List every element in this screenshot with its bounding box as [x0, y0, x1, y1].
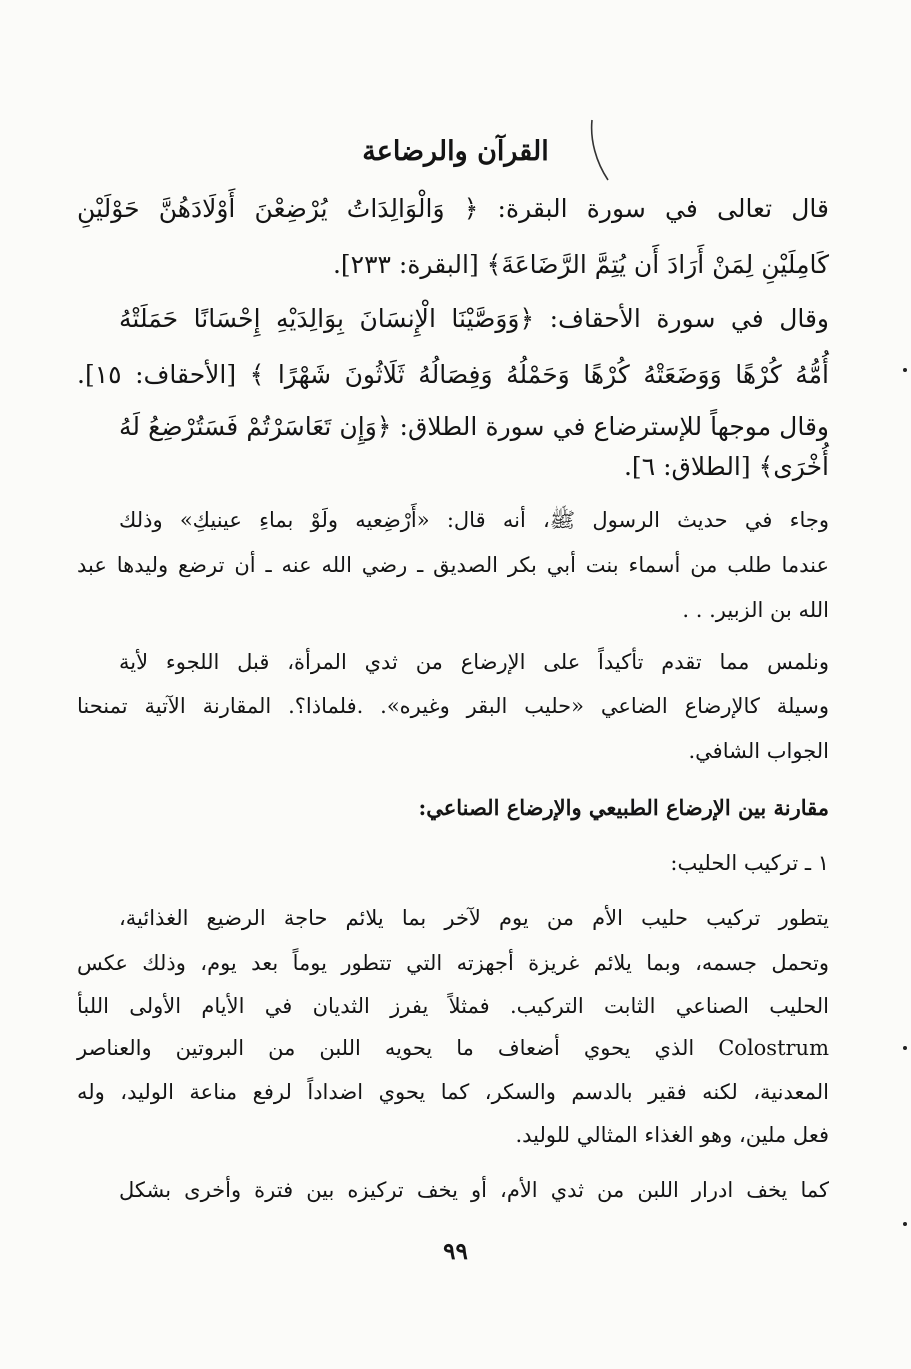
paragraph-line: ونلمس مما تقدم تأكيداً على الإرضاع من ثدي المرأة، قبل اللجوء لأية [119, 650, 829, 674]
scan-speck [903, 1222, 907, 1226]
paragraph-line: عندما طلب من أسماء بنت أبي بكر الصديق ـ رضي الله عنه ـ أن ترضع وليدها عبد [77, 553, 829, 577]
scan-speck [903, 368, 907, 372]
quran-verse-line: وقال في سورة الأحقاف: ﴿وَوَصَّيْنَا الْإِنسَانَ بِوَالِدَيْهِ إِحْسَانًا حَمَلَتْهُ [119, 304, 829, 333]
quran-verse-line: كَامِلَيْنِ لِمَنْ أَرَادَ أَن يُتِمَّ الرَّضَاعَةَ﴾ [البقرة: ٢٣٣]. [332, 250, 829, 279]
paragraph-line: المعدنية، لكنه فقير بالدسم والسكر، كما يحوي اضداداً لرفع مناعة الوليد، وله [77, 1080, 829, 1104]
quran-verse-line: وقال موجهاً للإسترضاع في سورة الطلاق: ﴿وَإِن تَعَاسَرْتُمْ فَسَتُرْضِعُ لَهُ [119, 412, 829, 441]
paragraph-line: وجاء في حديث الرسول ﷺ، أنه قال: «أَرْضِعيه ولَوْ بماءِ عينيكِ» وذلك [119, 508, 829, 532]
paragraph-line: كما يخف ادرار اللبن من ثدي الأم، أو يخف تركيزه بين فترة وأخرى بشكل [119, 1178, 829, 1202]
subsection-heading: ١ ـ تركيب الحليب: [670, 851, 829, 875]
page-number: ٩٩ [443, 1238, 468, 1265]
paragraph-line: الحليب الصناعي الثابت التركيب. فمثلاً يفرز الثديان في الأيام الأولى اللبأ [77, 994, 829, 1018]
section-heading: مقارنة بين الإرضاع الطبيعي والإرضاع الصناعي: [418, 795, 829, 820]
quran-verse-line: قال تعالى في سورة البقرة: ﴿ وَالْوَالِدَاتُ يُرْضِعْنَ أَوْلَادَهُنَّ حَوْلَيْنِ [77, 194, 829, 223]
paragraph-line: فعل ملين، وهو الغذاء المثالي للوليد. [515, 1123, 829, 1147]
page-title: القرآن والرضاعة [362, 136, 549, 167]
paragraph-line: وتحمل جسمه، وبما يلائم غريزة أجهزته التي تتطور يوماً بعد يوم، وذلك عكس [77, 951, 829, 975]
quran-verse-line: أُخْرَى﴾ [الطلاق: ٦]. [623, 452, 829, 481]
scan-speck [903, 1046, 907, 1050]
paragraph-line: Colostrum الذي يحوي أضعاف ما يحويه اللبن من البروتين والعناصر [77, 1036, 829, 1060]
paragraph-line: يتطور تركيب حليب الأم من يوم لآخر بما يلائم حاجة الرضيع الغذائية، [119, 906, 829, 930]
quran-verse-line: أُمُّهُ كُرْهًا وَوَضَعَتْهُ كُرْهًا وَحَمْلُهُ وَفِصَالُهُ ثَلَاثُونَ شَهْرًا ﴾ [الأحقاف: ١٥]. [77, 360, 829, 389]
paragraph-line: وسيلة كالإرضاع الضاعي «حليب البقر وغيره». .فلماذا؟. المقارنة الآتية تمنحنا [77, 694, 829, 718]
paragraph-line: الجواب الشافي. [688, 739, 829, 763]
paragraph-line: الله بن الزبير. . . [682, 598, 829, 622]
